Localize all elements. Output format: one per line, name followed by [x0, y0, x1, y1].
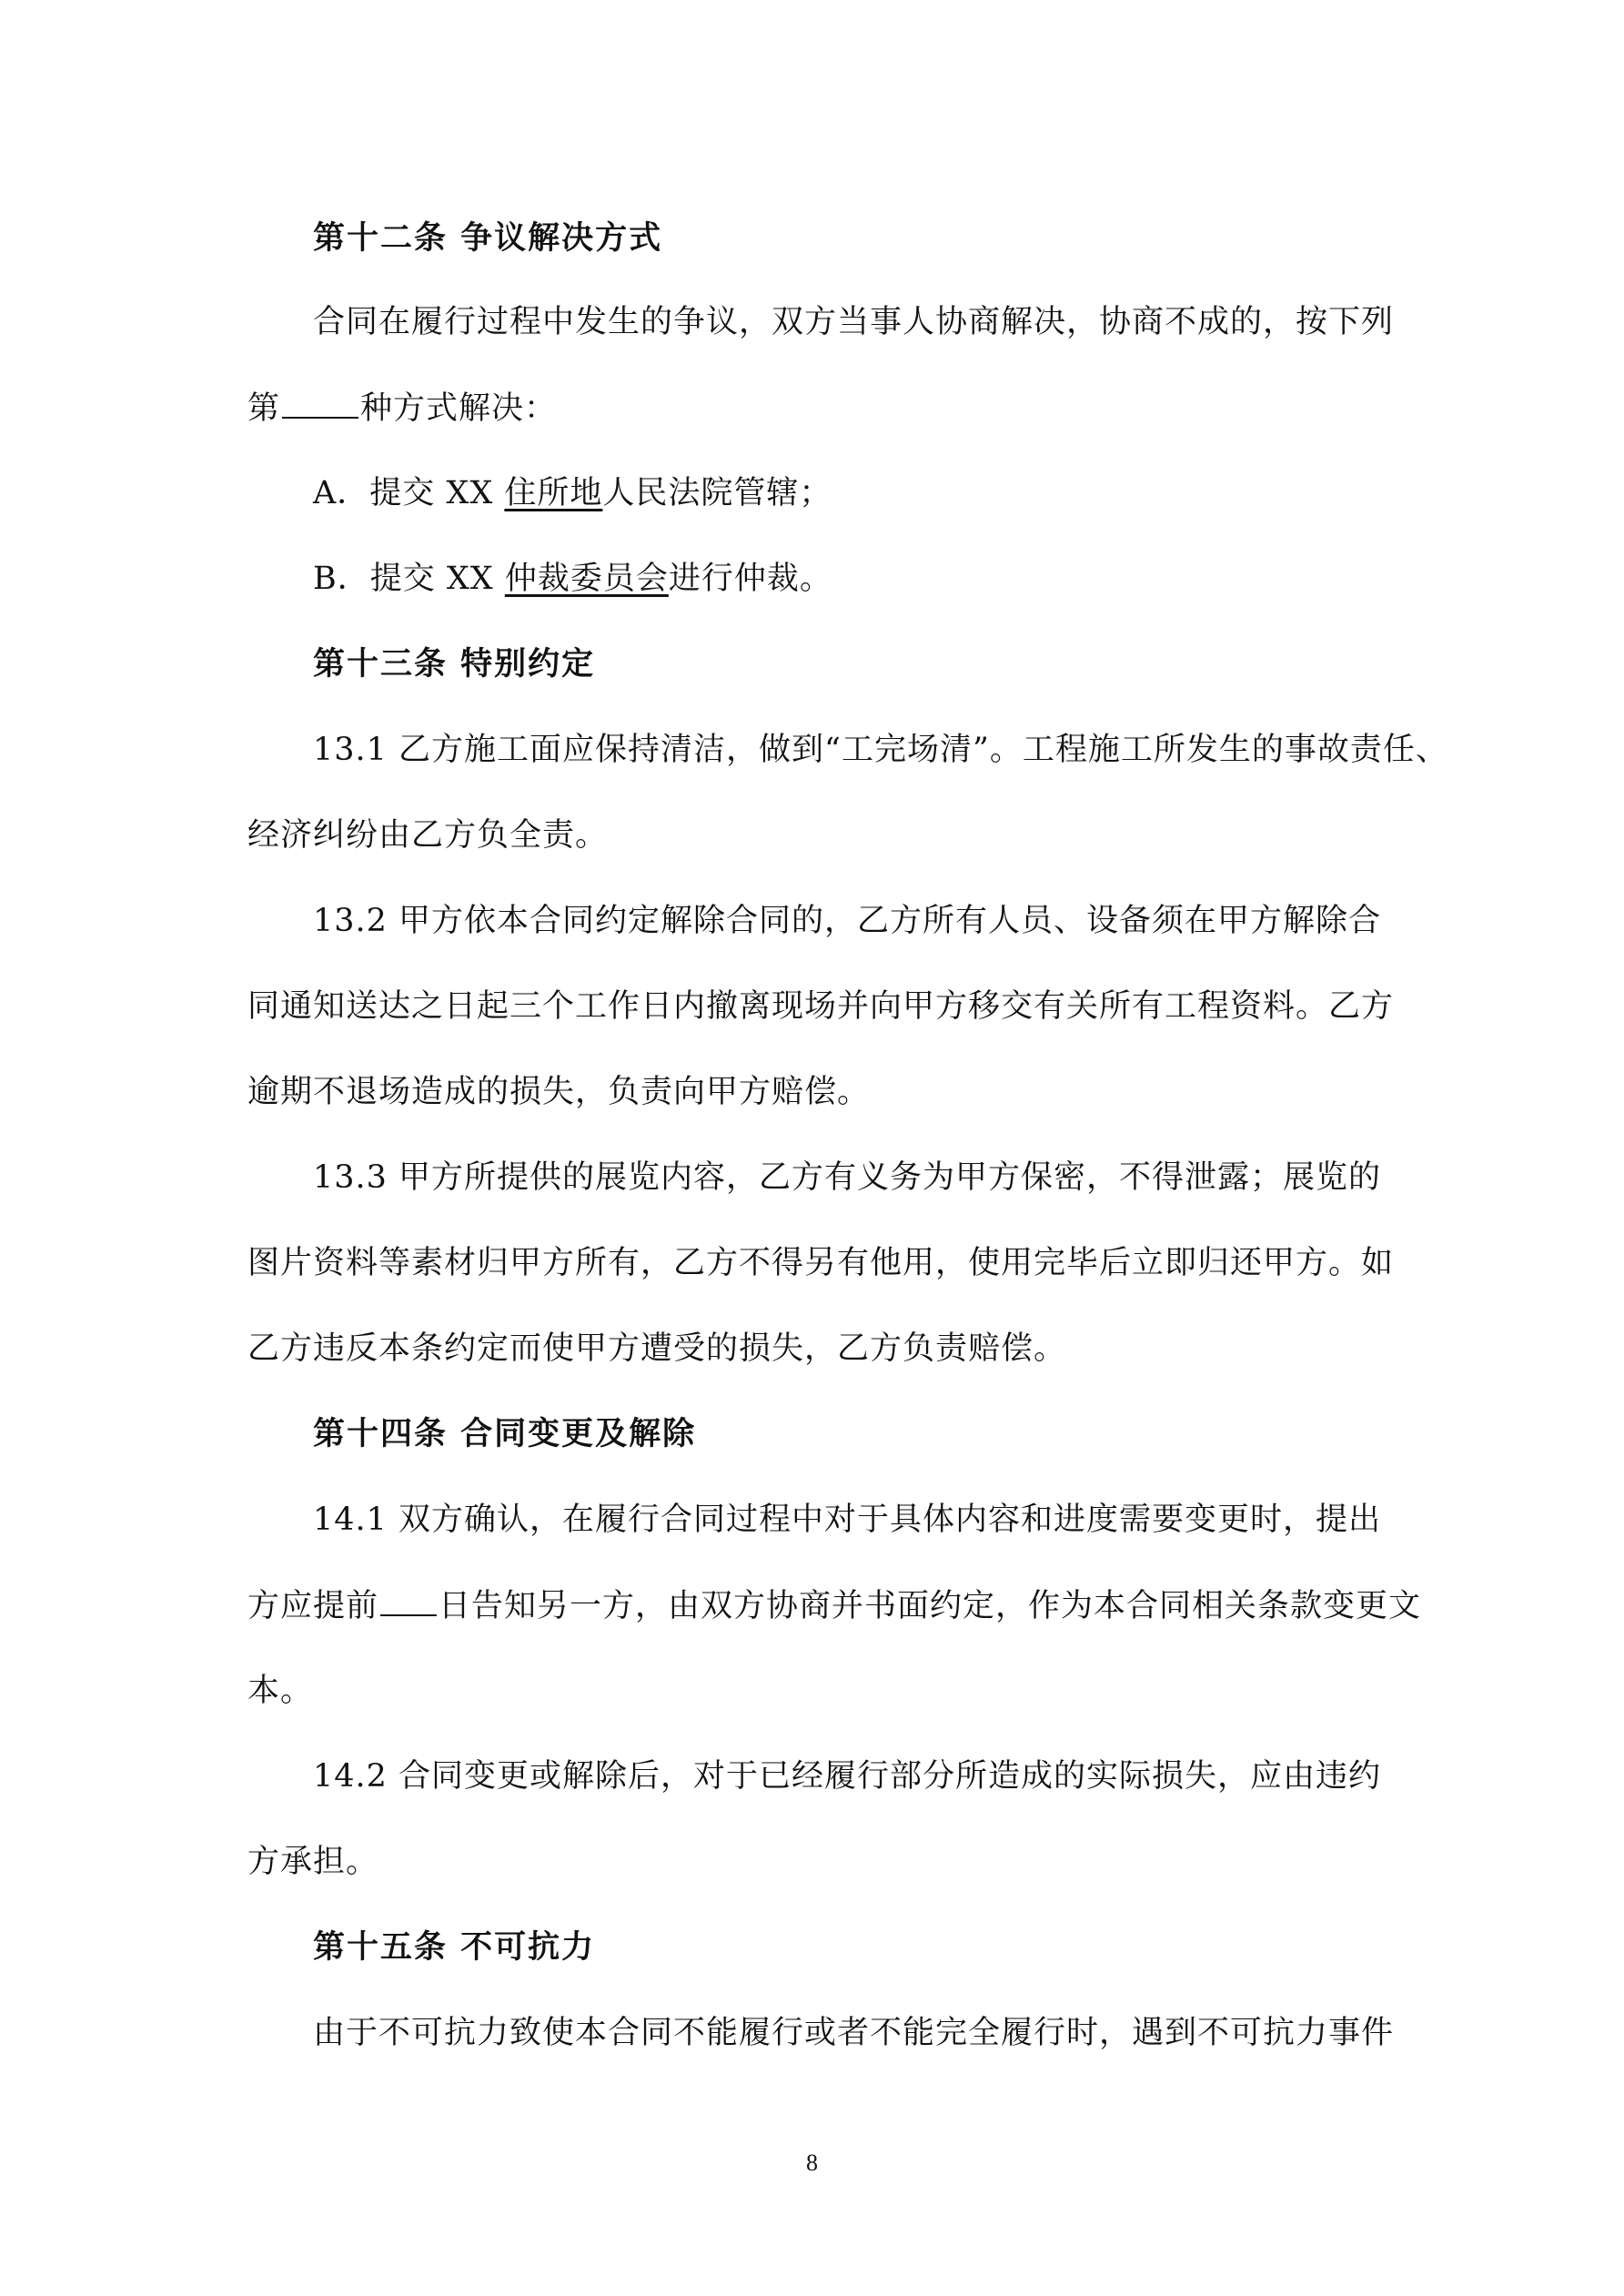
paragraph-line: 由于不可抗力致使本合同不能履行或者不能完全履行时，遇到不可抗力事件 — [313, 2015, 1395, 2051]
text-segment: A．提交 XX — [313, 475, 505, 511]
paragraph-line: 本。 — [247, 1673, 314, 1709]
paragraph-line: 13.3 甲方所提供的展览内容，乙方有义务为甲方保密，不得泄露；展览的 — [313, 1159, 1382, 1196]
paragraph-line — [247, 386, 1394, 430]
paragraph-line: 13.1 乙方施工面应保持清洁，做到“工完场清”。工程施工所发生的事故责任、 — [313, 732, 1448, 768]
text-segment: 种方式解决： — [360, 390, 558, 427]
fill-in-blank — [380, 1583, 437, 1616]
paragraph-line: 14.1 双方确认，在履行合同过程中对于具体内容和进度需要变更时，提出 — [313, 1502, 1382, 1538]
page-number: 8 — [806, 2149, 818, 2176]
text-segment: 第 — [247, 390, 281, 427]
paragraph-line: 逾期不退场造成的损失，负责向甲方赔偿。 — [247, 1074, 871, 1110]
option-a — [313, 471, 1394, 515]
heading-article-14: 第十四条 合同变更及解除 — [313, 1416, 697, 1452]
option-b — [313, 557, 1394, 601]
paragraph-line — [247, 1583, 1422, 1628]
paragraph-line: 同通知送达之日起三个工作日内撤离现场并向甲方移交有关所有工程资料。乙方 — [247, 988, 1395, 1025]
paragraph-line: 乙方违反本条约定而使甲方遭受的损失，乙方负责赔偿。 — [247, 1330, 1067, 1367]
paragraph-line: 13.2 甲方依本合同约定解除合同的，乙方所有人员、设备须在甲方解除合 — [313, 903, 1382, 939]
text-segment: 人民法院管辖； — [602, 475, 832, 511]
paragraph-line: 14.2 合同变更或解除后，对于已经履行部分所造成的实际损失，应由违约 — [313, 1758, 1382, 1795]
paragraph-line: 图片资料等素材归甲方所有，乙方不得另有他用，使用完毕后立即归还甲方。如 — [247, 1245, 1395, 1281]
paragraph-line: 合同在履行过程中发生的争议，双方当事人协商解决，协商不成的，按下列 — [313, 304, 1395, 340]
paragraph-line: 方承担。 — [247, 1844, 379, 1880]
fill-in-blank — [282, 386, 358, 419]
heading-article-13: 第十三条 特别约定 — [313, 646, 596, 683]
paragraph-line: 经济纠纷由乙方负全责。 — [247, 817, 609, 854]
text-segment: B．提交 XX — [313, 561, 505, 597]
text-segment: 日告知另一方，由双方协商并书面约定，作为本合同相关条款变更文 — [439, 1588, 1422, 1624]
heading-article-15: 第十五条 不可抗力 — [313, 1929, 596, 1966]
text-segment: 进行仲裁。 — [668, 561, 832, 597]
text-segment: 方应提前 — [247, 1588, 379, 1624]
underlined-text: 住所地 — [504, 475, 603, 511]
heading-article-12: 第十二条 争议解决方式 — [313, 220, 663, 257]
underlined-text: 仲裁委员会 — [504, 561, 669, 597]
